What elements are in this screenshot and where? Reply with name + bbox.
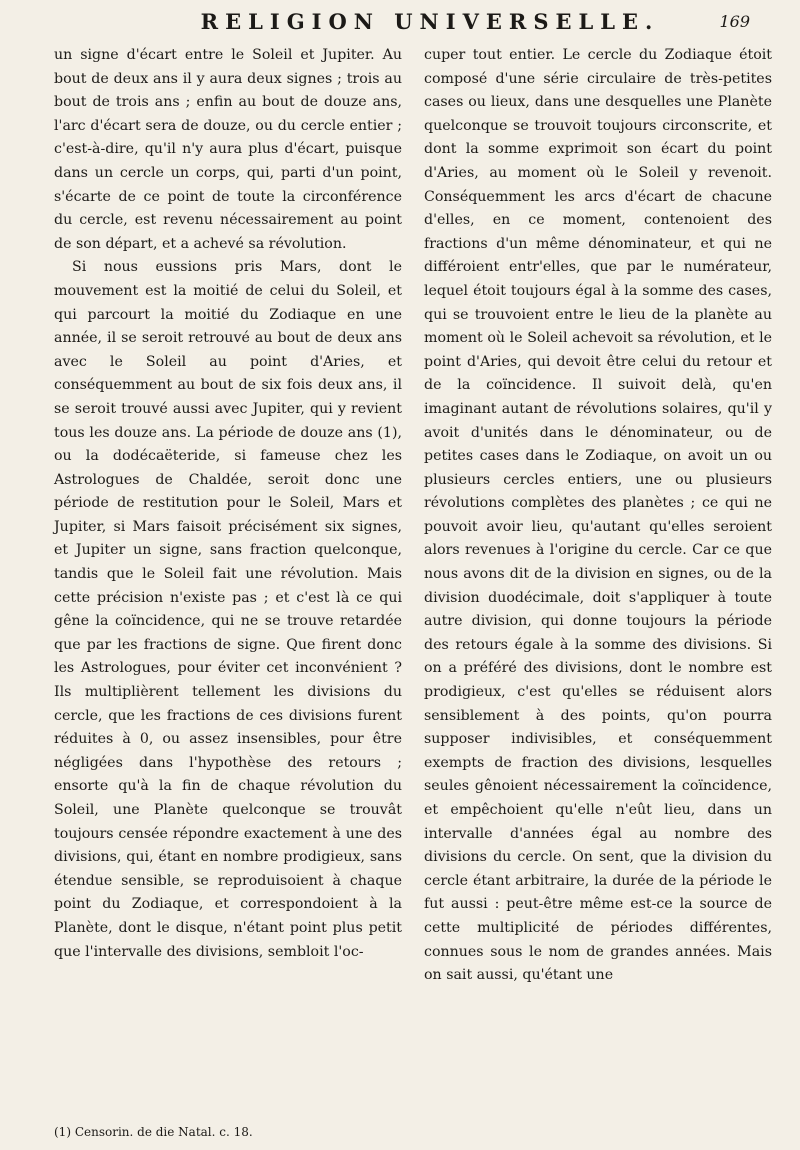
paragraph: cuper tout entier. Le cercle du Zodiaque étoit composé d'une série circulaire de très-petites cases ou lieux, dans une desquelles une Planète quelconque se trouvoit toujours circonscrite, et dont la somme exprimoit son écart du point d'Aries, au moment où le Soleil y revenoit. Conséquemment les arcs d'écart de chacune d'elles, en ce moment, contenoient des fractions d'un même dénominateur, et qui ne différoient entr'elles, que par le numérateur, lequel étoit toujours égal à la somme des cases, qui se trouvoient entre le lieu de la planète au moment où le Soleil achevoit sa révolution, et le point d'Aries, qui devoit être celui du retour et de la coïncidence. Il suivoit delà, qu'en imaginant autant de révolutions solaires, qu'il y avoit d'unités dans le dénominateur, ou de petites cases dans le Zodiaque, on avoit un ou plusieurs cercles entiers, une ou plusieurs révolutions complètes des planètes ; ce qui ne pouvoit avoir lieu, qu'autant qu'elles seroient alors revenues à l'origine du cercle. Car ce que nous avons dit de la division en signes, ou de la division duodécimale, doit s'appliquer à toute autre division, qui donne toujours la période des retours égale à la somme des divisions. Si on a préféré des divisions, dont le nombre est prodigieux, c'est qu'elles se réduisent alors sensiblement à des points, qu'on pourra supposer indivisibles, et conséquemment exempts de fraction des divisions, lesquelles seules gênoient nécessairement la coïncidence, et empêchoient qu'elle n'eût lieu, dans un intervalle d'années égal au nombre des divisions du cercle. On sent, que la division du cercle étant arbitraire, la durée de la période le fut aussi : peut-être même est-ce la source de cette multiplicité de périodes différentes, connues sous le nom de grandes années. Mais on sait aussi, qu'étant une: [424, 47, 772, 984]
paragraph: un signe d'écart entre le Soleil et Jupiter. Au bout de deux ans il y aura deux signes ; trois au bout de trois ans ; enfin au bout de douze ans, l'arc d'écart sera de douze, ou du cercle entier ; c'est-à-dire, qu'il n'y aura plus d'écart, puisque dans un cercle un corps, qui, parti d'un point, s'écarte de ce point de toute la circonférence du cercle, est revenu nécessairement au point de son départ, et a achevé sa révolution.: [54, 47, 402, 252]
footnote: (1) Censorin. de die Natal. c. 18.: [54, 1125, 253, 1139]
running-title: RELIGION UNIVERSELLE.: [200, 8, 660, 34]
right-column: [424, 44, 772, 988]
page-number: 169: [719, 12, 750, 31]
paragraph: Si nous eussions pris Mars, dont le mouvement est la moitié de celui du Soleil, et qui parcourt la moitié du Zodiaque en une année, il se seroit retrouvé au bout de deux ans avec le Soleil au point d'Aries, et conséquemment au bout de six fois deux ans, il se seroit trouvé aussi avec Jupiter, qui y revient tous les douze ans. La période de douze ans (1), ou la dodécaëteride, si fameuse chez les Astrologues de Chaldée, seroit donc une période de restitution pour le Soleil, Mars et Jupiter, si Mars faisoit précisément six signes, et Jupiter un signe, sans fraction quelconque, tandis que le Soleil fait une révolution. Mais cette précision n'existe pas ; et c'est là ce qui gêne la coïncidence, qui ne se trouve retardée que par les fractions de signe. Que firent donc les Astrologues, pour éviter cet inconvénient ? Ils multiplièrent tellement les divisions du cercle, que les fractions de ces divisions furent réduites à 0, ou assez insensibles, pour être négligées dans l'hypothèse des retours ; ensorte qu'à la fin de chaque révolution du Soleil, une Planète quelconque se trouvât toujours censée répondre exactement à une des divisions, qui, étant en nombre prodigieux, sans étendue sensible, se reproduisoient à chaque point du Zodiaque, et correspondoient à la Planète, dont le disque, n'étant point plus petit que l'intervalle des divisions, sembloit l'oc-: [54, 259, 402, 960]
page-header: [110, 6, 750, 36]
left-column: [54, 44, 402, 964]
